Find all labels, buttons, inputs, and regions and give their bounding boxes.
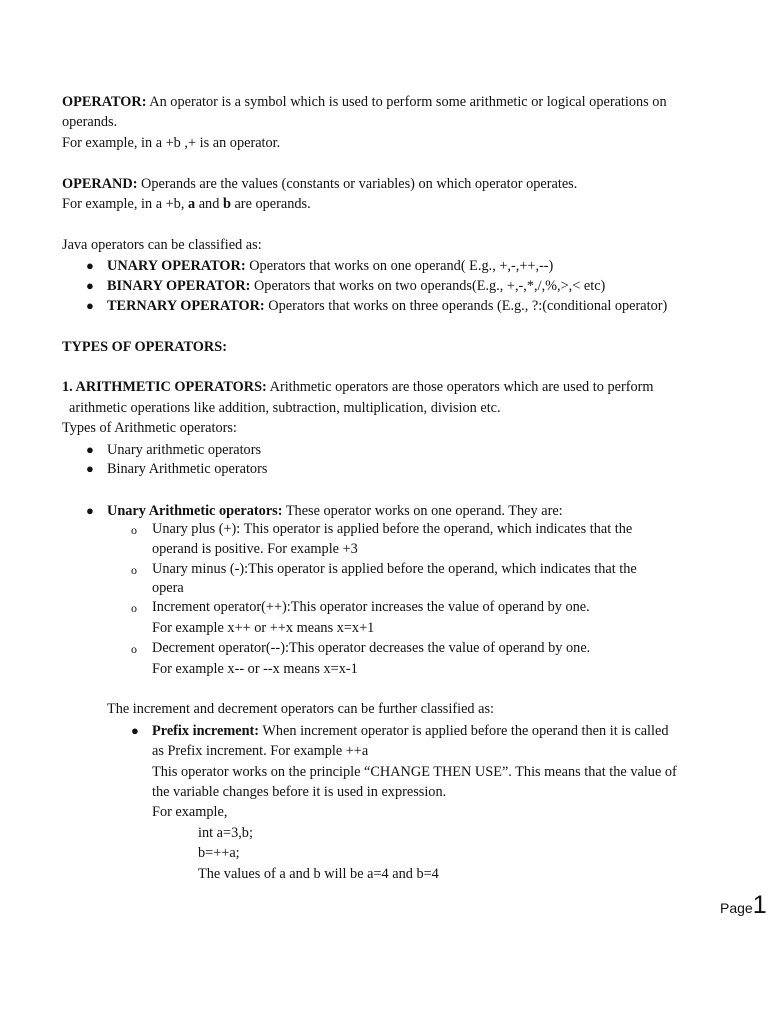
arithmetic-term: 1. ARITHMETIC OPERATORS:: [62, 379, 267, 395]
bullet-icon: ●: [86, 258, 94, 273]
increment-line: Increment operator(++):This operator increases the value of operand by one.: [152, 599, 590, 615]
page-number: [720, 892, 767, 921]
unary-plus-example: operand is positive. For example +3: [152, 541, 358, 557]
prefix-principle-cont: the variable changes before it is used in expression.: [152, 784, 447, 800]
arithmetic-type-item: Binary Arithmetic operators: [107, 461, 268, 477]
incdec-intro: The increment and decrement operators can be further classified as:: [107, 701, 495, 717]
unary-minus-line: Unary minus (-):This operator is applied before the operand, which indicates that the: [152, 561, 637, 577]
classification-item-binary: BINARY OPERATOR: Operators that works on two operands(E.g., +,-,*,/,%,>,< etc): [107, 278, 606, 294]
operator-example: For example, in a +b ,+ is an operator.: [62, 135, 281, 151]
operand-definition-line: [62, 174, 577, 195]
page-label: Page: [720, 900, 753, 916]
prefix-principle-line: This operator works on the principle “CHANGE THEN USE”. This means that the value of: [152, 764, 677, 780]
code-line: b=++a;: [198, 845, 240, 861]
arithmetic-definition-line: 1. ARITHMETIC OPERATORS: Arithmetic operators are those operators which are used to perform: [62, 379, 654, 395]
bullet-icon: ●: [86, 442, 94, 457]
arithmetic-type-item: Unary arithmetic operators: [107, 442, 262, 458]
sub-bullet-icon: o: [131, 563, 137, 577]
unary-plus-line: Unary plus (+): This operator is applied before the operand, which indicates that the: [152, 521, 633, 537]
operator-definition-text: An operator is a symbol which is used to perform some arithmetic or logical operations on: [146, 94, 667, 110]
prefix-increment-cont: as Prefix increment. For example ++a: [152, 743, 369, 759]
page-number-value: 1: [752, 891, 767, 919]
bullet-icon: ●: [86, 461, 94, 476]
classification-item-unary: UNARY OPERATOR: Operators that works on one operand( E.g., +,-,++,--): [107, 258, 554, 274]
decrement-line: Decrement operator(--):This operator decreases the value of operand by one.: [152, 640, 591, 656]
decrement-example: For example x-- or --x means x=x-1: [152, 661, 358, 677]
sub-bullet-icon: o: [131, 523, 137, 537]
bullet-icon: ●: [131, 723, 139, 738]
operator-term: OPERATOR:: [62, 94, 147, 110]
operand-definition-text: Operands are the values (constants or variables) on which operator operates.: [137, 176, 578, 192]
prefix-example-label: For example,: [152, 804, 228, 820]
unary-arithmetic-heading: Unary Arithmetic operators: These operator works on one operand. They are:: [107, 503, 563, 519]
classification-item-ternary: TERNARY OPERATOR: Operators that works on three operands (E.g., ?:(conditional operator): [107, 298, 668, 314]
bullet-icon: ●: [86, 278, 94, 293]
types-heading: TYPES OF OPERATORS:: [62, 339, 227, 355]
arithmetic-definition-cont: arithmetic operations like addition, subtraction, multiplication, division etc.: [69, 400, 501, 416]
classification-intro: Java operators can be classified as:: [62, 237, 262, 253]
operator-definition-cont: operands.: [62, 114, 118, 130]
unary-minus-cont: opera: [152, 580, 184, 596]
operator-definition-line: [62, 92, 667, 113]
bullet-icon: ●: [86, 298, 94, 313]
bullet-icon: ●: [86, 503, 94, 518]
operand-term: OPERAND:: [62, 176, 138, 192]
prefix-increment-line: Prefix increment: When increment operator is applied before the operand then it is called: [152, 723, 669, 739]
operand-example: For example, in a +b, a and b are operands.: [62, 196, 311, 212]
arithmetic-types-intro: Types of Arithmetic operators:: [62, 420, 237, 436]
sub-bullet-icon: o: [131, 601, 137, 615]
increment-example: For example x++ or ++x means x=x+1: [152, 620, 375, 636]
code-line: int a=3,b;: [198, 825, 253, 841]
code-result-line: The values of a and b will be a=4 and b=4: [198, 866, 439, 882]
sub-bullet-icon: o: [131, 642, 137, 656]
